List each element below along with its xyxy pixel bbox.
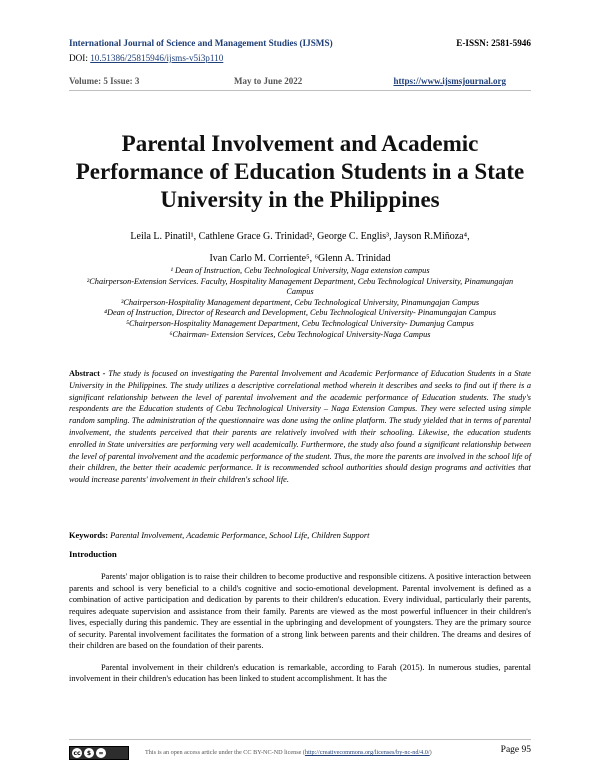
- doi-line: [69, 53, 223, 63]
- affiliation: ³Chairperson-Hospitality Management department, Cebu Technological University, Pinamungajan Campus: [120, 297, 480, 307]
- no-derivatives-icon: =: [96, 748, 106, 758]
- affiliation: ²Chairperson-Extension Services. Faculty, Hospitality Management Department, Cebu Technological University, Pinamungajan Campus: [86, 276, 514, 297]
- keywords: [69, 531, 531, 540]
- keywords-label: Keywords:: [69, 531, 109, 540]
- author-line-2: Ivan Carlo M. Corriente⁵, ⁶Glenn A. Trinidad: [209, 253, 391, 264]
- affiliation: ¹ Dean of Instruction, Cebu Technological University, Naga extension campus: [170, 266, 430, 275]
- cc-icon: cc: [73, 749, 81, 757]
- page-number: Page 95: [500, 745, 531, 755]
- license-text: This is an open access article under the CC BY-NC-ND license (: [145, 749, 305, 756]
- footer-divider: [69, 739, 531, 740]
- affiliation: ⁵Chairperson-Hospitality Management Department, Cebu Technological University- Dumanjug Campus: [126, 318, 474, 328]
- eissn: E-ISSN: 2581-5946: [456, 38, 531, 48]
- doi-link[interactable]: 10.51386/25815946/ijsms-v5i3p110: [90, 53, 224, 63]
- journal-name: International Journal of Science and Management Studies (IJSMS): [69, 38, 333, 48]
- affiliation: ⁴Dean of Instruction, Director of Research and Development, Cebu Technological University- Pinamungajan Campus: [104, 308, 496, 318]
- introduction-body: [69, 571, 531, 695]
- noncommercial-icon: $: [84, 748, 94, 758]
- affiliations: [74, 266, 526, 340]
- doi-label: DOI:: [69, 53, 88, 63]
- affiliation: ⁶Chairman- Extension Services, Cebu Technological University-Naga Campus: [169, 329, 431, 339]
- paragraph: Parents' major obligation is to raise their children to become productive and responsible citizens. A positive interaction between parents and school is very beneficial to a child's cognitive and socio-emotional development. Parental involvement is defined as a combination of active participation and dedication by parents to their children's education. Every individual, particularly their parents, requires adequate supervision and assistance from their family. Parents are viewed as the most powerful influencer in their children's lives, especially during this pandemic. They are essential in the upbringing and development of youngsters. They are the primary source of security. Parental involvement facilitates the formation of a strong link between parents and their children. The dreams and desires of their children are based on the foundation of their parents.: [69, 572, 531, 650]
- issue-dates: May to June 2022: [234, 76, 303, 86]
- abstract-label: Abstract -: [69, 369, 106, 378]
- author-list: [69, 226, 531, 270]
- license-link[interactable]: http://creativecommons.org/licenses/by-nc-nd/4.0/: [304, 749, 430, 756]
- header-divider: [69, 90, 531, 91]
- cc-license-badge[interactable]: [69, 746, 129, 760]
- volume-issue: Volume: 5 Issue: 3: [69, 76, 140, 86]
- author-line-1: Leila L. Pinatil¹, Cathlene Grace G. Trinidad², George C. Englis³, Jayson R.Miñoza⁴,: [130, 231, 470, 242]
- section-heading-introduction: Introduction: [69, 549, 117, 559]
- abstract-text: The study is focused on investigating the Parental Involvement and Academic Performance of Education Students in a State University in the Philippines. The study utilizes a descriptive correlational method wherein it describes and seeks to find out if there is a significant relationship between the level of parental involvement and the academic performance of Education students. The study's respondents are the Education students of Cebu Technological University – Naga Extension Campus. They were selected using simple random sampling. The administration of the questionnaire was done using the online platform. The study yielded that in terms of parental involvement, the students perceived that their parents are relatively involved with their schooling. Likewise, the education students enrolled in State universities are performing very well academically. Furthermore, the study also found a significant relationship between the level of parental involvement and the academic performance of the student. Thus, the more the parents are involved in the school life of their children, the better their academic performance. It is recommended school authorities should design programs and activities that would increase parents' involvement in their children's school life.: [69, 369, 531, 485]
- paragraph: Parental involvement in their children's education is remarkable, according to Farah (2015). In numerous studies, parental involvement in their children's education has been linked to student accomplishment. It has the: [69, 662, 531, 683]
- paper-title: Parental Involvement and Academic Performance of Education Students in a State University in the Philippines: [75, 131, 525, 212]
- license-notice: [145, 749, 432, 756]
- abstract: [69, 368, 531, 486]
- journal-url-link[interactable]: https://www.ijsmsjournal.org: [393, 76, 506, 86]
- keywords-text: Parental Involvement, Academic Performance, School Life, Children Support: [110, 531, 370, 540]
- license-close: ): [429, 749, 432, 756]
